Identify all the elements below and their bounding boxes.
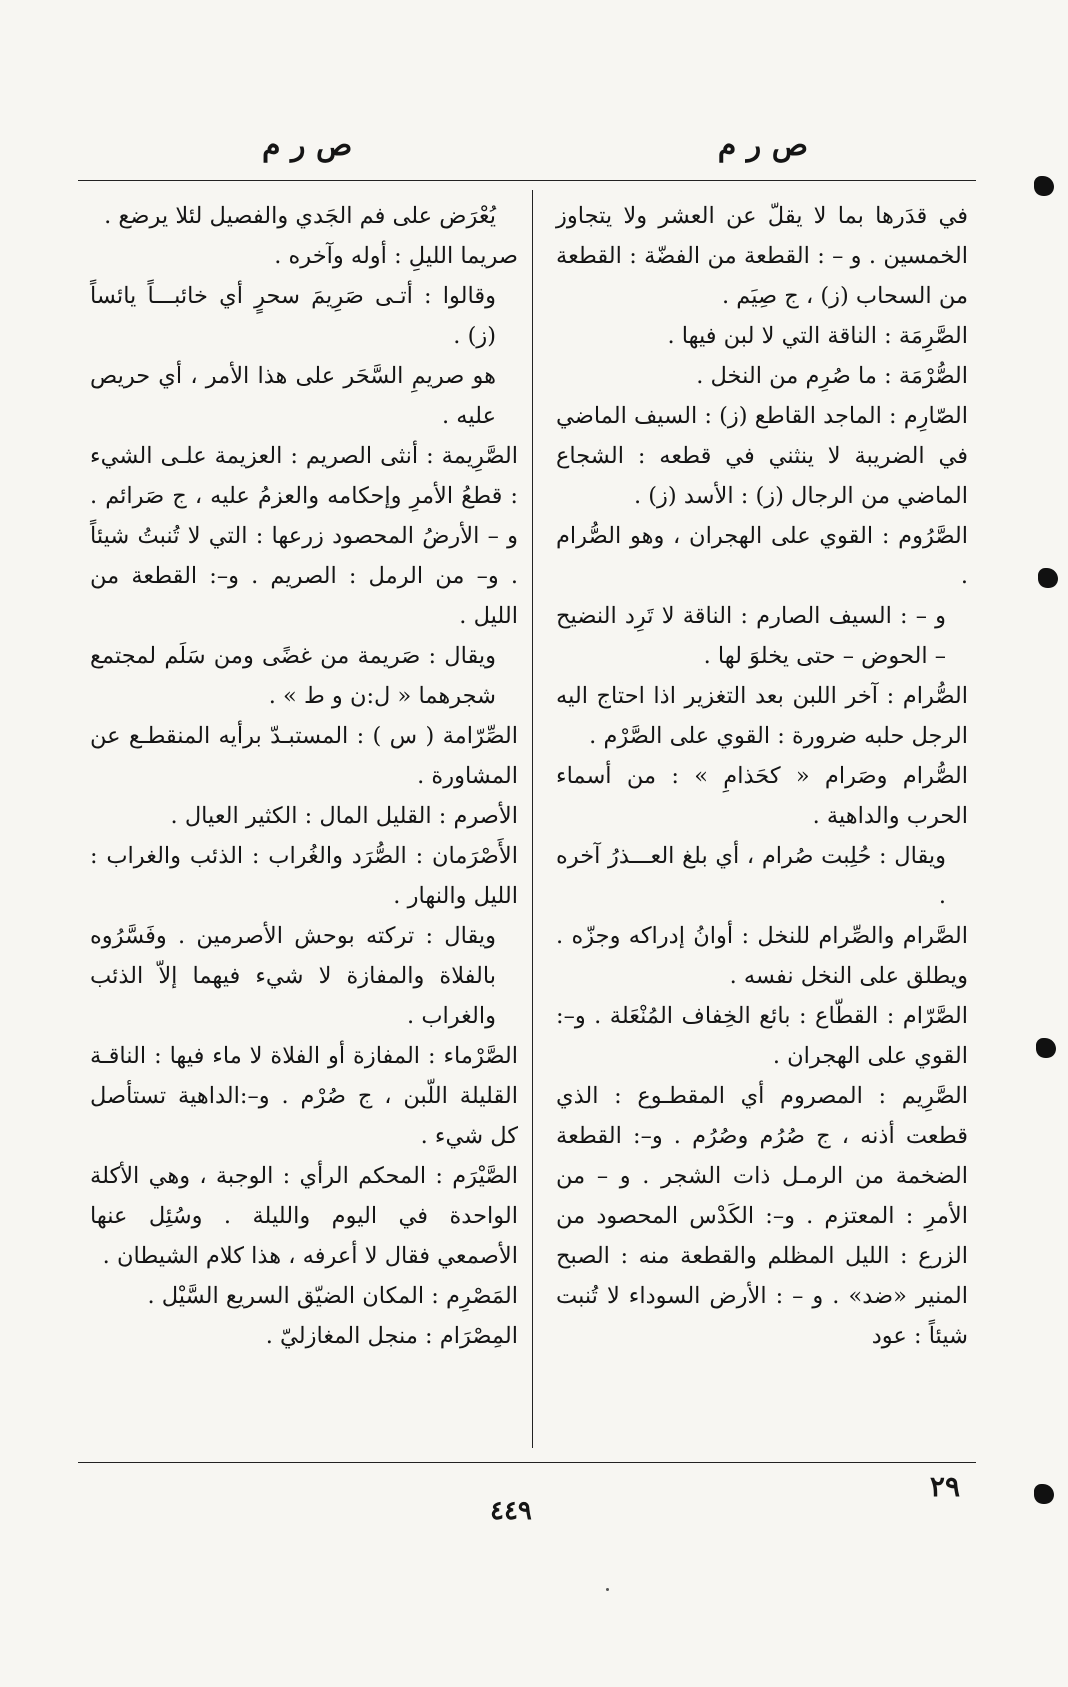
header-rule [78,180,976,181]
running-head-left: ص ر م [262,128,353,163]
right-column [556,196,968,1356]
entry-paragraph: هو صريمِ السَّحَر على هذا الأمر ، أي حريص عليه . [90,363,496,429]
signature-number: ٢٩ [929,1470,960,1503]
scan-speck [606,1588,609,1591]
page-number: ٤٤٩ [490,1496,532,1526]
entry-paragraph: الأَصْرَمان : الصُّرَد والغُراب : الذئب والغراب : الليل والنهار . [90,843,518,909]
entry-paragraph: وقالوا : أتـى صَرِيمَ سحرٍ أي خائبـــاً يائساً (ز) . [90,283,496,349]
entry-paragraph: الصَّرِيمة : أنثى الصريم : العزيمة علـى الشيء : قطعُ الأمرِ وإحكامه والعزمُ عليه ، ج صَرائم . و – الأرضُ المحصود زرعها : التي لا تُنبتُ شيئاً . و– من الرمل : الصريم . و–: القطعة من الليل . [90,443,518,629]
entry-paragraph: في قدَرها بما لا يقلّ عن العشر ولا يتجاوز الخمسين . و – : القطعة من الفضّة : القطعة من السحاب (ز) ، ج صِيَم . [556,203,968,309]
running-head-right: ص ر م [717,128,808,163]
entry-paragraph: الصَّرُوم : القوي على الهجران ، وهو الصُّرام . [556,523,968,589]
entry-paragraph: الصَّرْماء : المفازة أو الفلاة لا ماء فيها : الناقـة القليلة اللّبن ، ج صُرْم . و–:الداهية تستأصل كل شيء . [90,1043,518,1149]
binding-mark [1034,176,1054,196]
binding-mark [1038,568,1058,588]
entry-paragraph: الصُّرام : آخر اللبن بعد التغزير اذا احتاج اليه الرجل حلبه ضرورة : القوي على الصَّرْم . [556,683,968,749]
footer-rule [78,1462,976,1463]
entry-paragraph: الصُّرام وصَرام « كحَذامِ » : من أسماء الحرب والداهية . [556,763,968,829]
entry-paragraph: ويقال : تركته بوحش الأصرمين . وفَسَّرُوه بالفلاة والمفازة لا شيء فيهما إلاّ الذئب والغراب . [90,923,496,1029]
entry-paragraph: الصَّرِيم : المصروم أي المقطـوع : الذي قطعت أذنه ، ج صُرُم وصُرُم . و–: القطعة الضخمة من الرمـل ذات الشجر . و – من الأمرِ : المعتزم . و–: الكَدْس المحصود من الزرع : الليل المظلم والقطعة منه : الصبح المنير «ضد» . و – : الأرض السوداء لا تُنبت شيئاً : عود [556,1083,968,1349]
entry-paragraph: الصِّرّامة ( س ) : المستبـدّ برأيه المنقطـع عن المشاورة . [90,723,518,789]
entry-paragraph: ويقال : حُلِبت صُرام ، أي بلغ العـــذرُ آخره . [556,843,946,909]
entry-paragraph: صريما الليلِ : أوله وآخره . [274,243,518,269]
entry-paragraph: ويقال : صَريمة من غضًى ومن سَلَم لمجتمع شجرهما « ل:ن و ط » . [90,643,496,709]
entry-paragraph: الصَّرّام : القطّاع : بائع الخِفاف المُنْعَلة . و–: القوي على الهجران . [556,1003,968,1069]
entry-paragraph: الأصرم : القليل المال : الكثير العيال . [170,803,518,829]
entry-paragraph: الصَّرام والصِّرام للنخل : أوانُ إدراكه وجزّه . ويطلق على النخل نفسه . [556,923,968,989]
entry-paragraph: الصَّيْرَم : المحكم الرأي : الوجبة ، وهي الأكلة الواحدة في اليوم والليلة . وسُئِل عنها الأصمعي فقال لا أعرفه ، هذا كلام الشيطان . [90,1163,518,1269]
entry-paragraph: الصّارِم : الماجد القاطع (ز) : السيف الماضي في الضريبة لا ينثني في قطعه : الشجاع الماضي من الرجال (ز) : الأسد (ز) . [556,403,968,509]
column-divider [532,190,533,1448]
binding-mark [1036,1038,1056,1058]
left-column [90,196,518,1356]
entry-paragraph: الصُّرْمَة : ما صُرِم من النخل . [696,363,968,389]
entry-paragraph: يُعْرَض على فم الجَدي والفصيل لئلا يرضع . [104,203,496,229]
entry-paragraph: المِصْرَام : منجل المغازليّ . [265,1323,518,1349]
entry-paragraph: المَصْرِم : المكان الضيّق السريع السَّيْل . [147,1283,518,1309]
entry-paragraph: الصَّرِمَة : الناقة التي لا لبن فيها . [667,323,968,349]
binding-mark [1034,1484,1054,1504]
entry-paragraph: و – : السيف الصارم : الناقة لا تَرِد النضيح – الحوض – حتى يخلوَ لها . [556,603,946,669]
